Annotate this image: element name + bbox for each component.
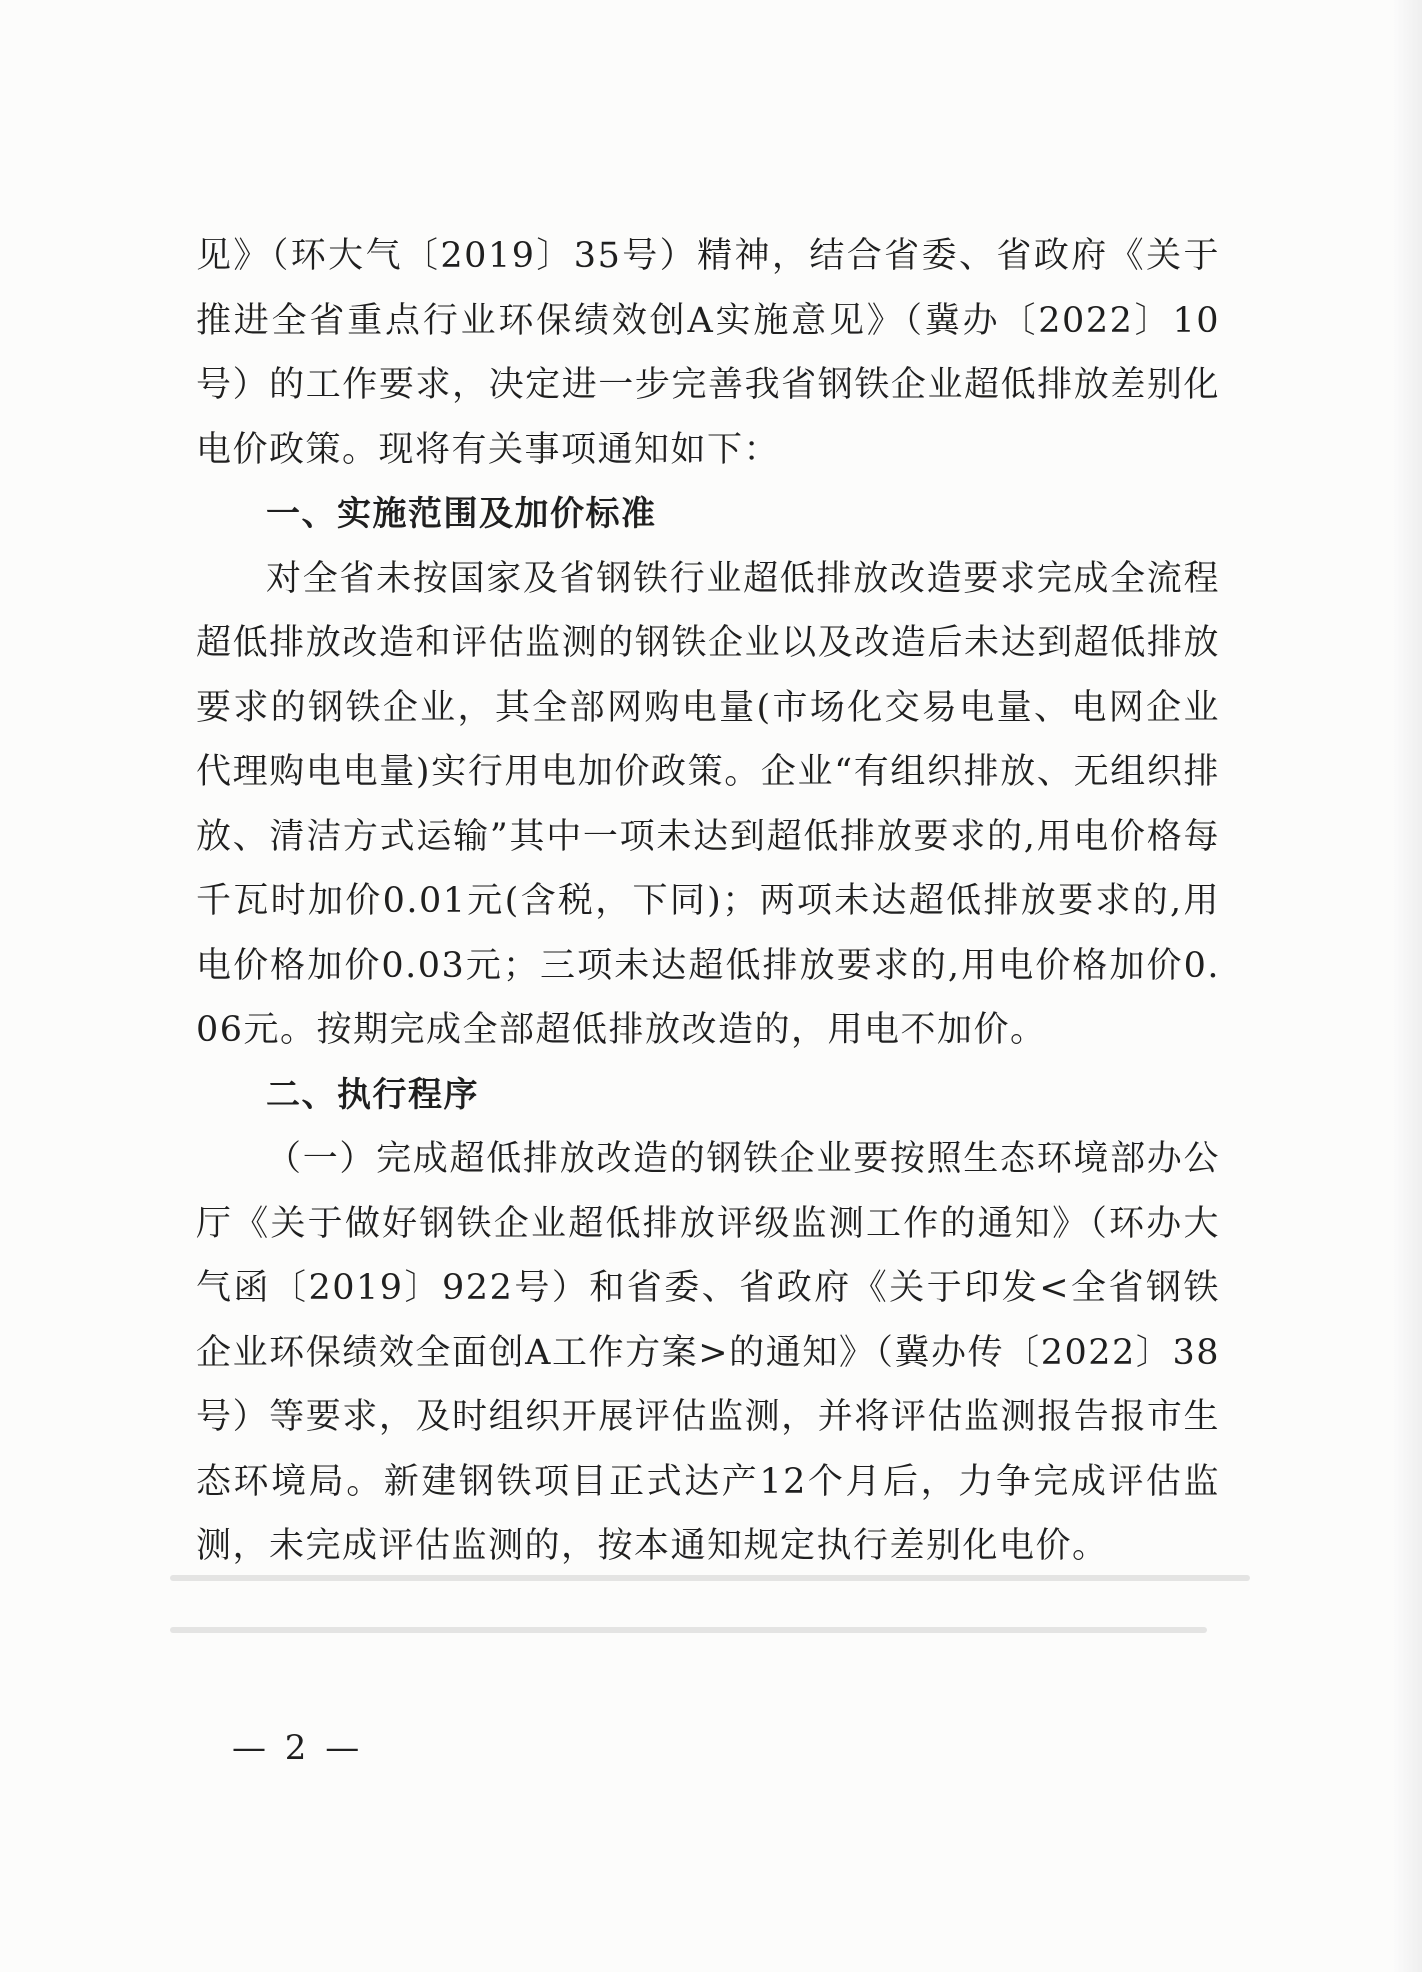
- scan-edge-shadow: [1394, 0, 1422, 1972]
- section-paragraph-scope: 对全省未按国家及省钢铁行业超低排放改造要求完成全流程超低排放改造和评估监测的钢铁企业以及改造后未达到超低排放要求的钢铁企业，其全部网购电量(市场化交易电量、电网企业代理购电电量)实行用电加价政策。企业“有组织排放、无组织排放、清洁方式运输”其中一项未达到超低排放要求的,用电价格每千瓦时加价0.01元(含税，下同)；两项未达超低排放要求的,用电价格加价0.03元；三项未达超低排放要求的,用电价格加价0.06元。按期完成全部超低排放改造的，用电不加价。: [196, 558, 1220, 1050]
- section-paragraph-procedure: （一）完成超低排放改造的钢铁企业要按照生态环境部办公厅《关于做好钢铁企业超低排放评级监测工作的通知》（环办大气函〔2019〕922号）和省委、省政府《关于印发<全省钢铁企业环保绩效全面创A工作方案>的通知》（冀办传〔2022〕38号）等要求，及时组织开展评估监测，并将评估监测报告报市生态环境局。新建钢铁项目正式达产12个月后，力争完成评估监测，未完成评估监测的，按本通知规定执行差别化电价。: [196, 1139, 1220, 1566]
- intro-paragraph: 见》（环大气〔2019〕35号）精神，结合省委、省政府《关于推进全省重点行业环保绩效创A实施意见》（冀办〔2022〕10号）的工作要求，决定进一步完善我省钢铁企业超低排放差别化电价政策。现将有关事项通知如下：: [196, 236, 1220, 470]
- bleed-through-text: [170, 1575, 1250, 1685]
- page-number: — 2 —: [232, 1728, 364, 1768]
- document-body: [196, 224, 1220, 1579]
- section-heading-procedure: 二、执行程序: [266, 1074, 479, 1115]
- section-heading-scope: 一、实施范围及加价标准: [266, 494, 657, 534]
